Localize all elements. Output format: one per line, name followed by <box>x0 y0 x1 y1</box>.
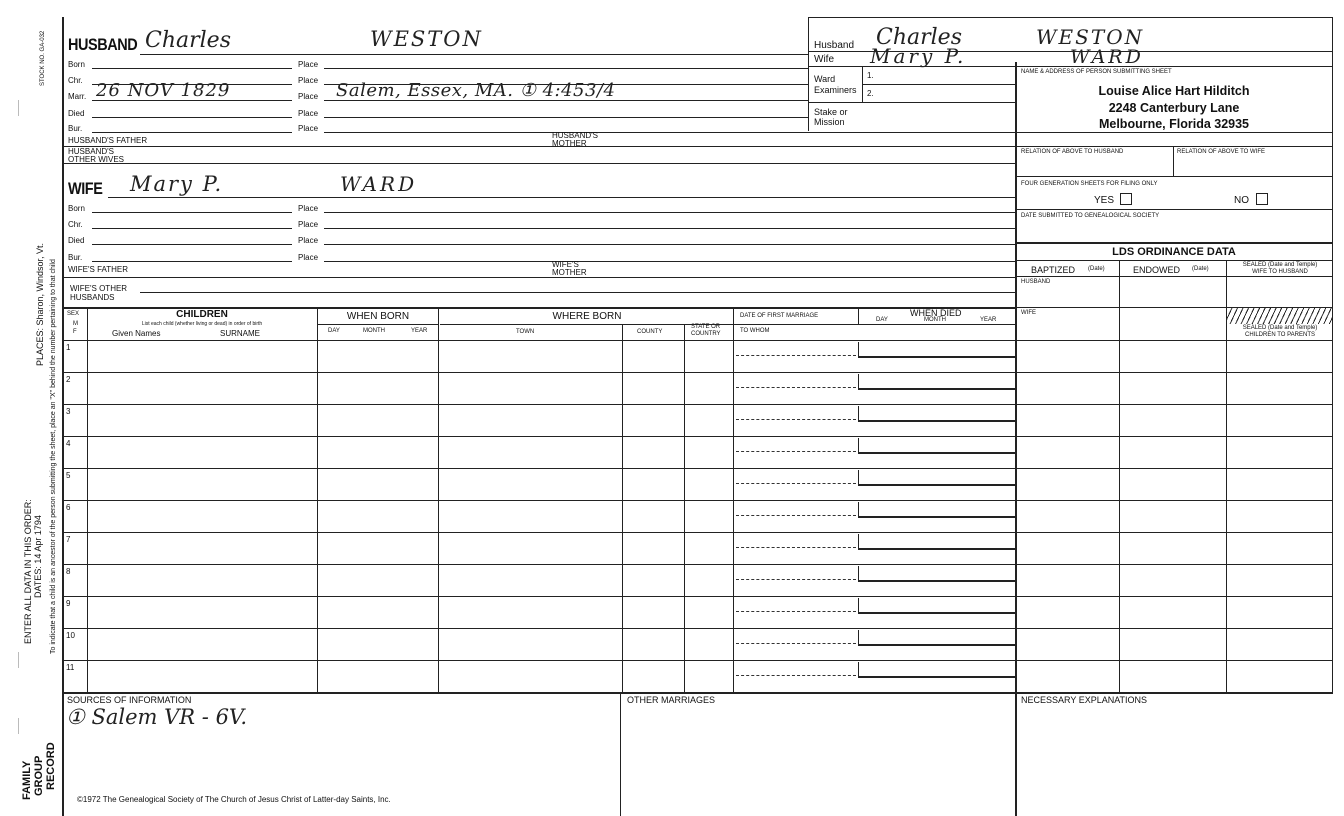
wife-chr-line <box>92 228 292 229</box>
husband-marr-line <box>92 100 292 101</box>
wife-chr-place-label: Place <box>298 220 319 229</box>
indicate-note: To indicate that a child is an ancestor of the person submitting the sheet, place an "X" behind the number pertaining to that child <box>50 259 57 654</box>
husband-born-place-line <box>324 68 808 69</box>
death-date-tick <box>858 406 859 420</box>
when-born-subline <box>318 324 438 325</box>
wife-bur-place-label: Place <box>298 253 319 262</box>
died-month-label: MONTH <box>924 317 946 323</box>
husband-mother-label-2: MOTHER <box>552 139 587 148</box>
died-header-divider <box>858 307 859 324</box>
husband-died-line <box>92 117 292 118</box>
child-row-line <box>63 660 1333 661</box>
husband-other-wives-2: OTHER WIVES <box>68 155 125 164</box>
husband-died-place-line <box>324 117 808 118</box>
husband-marr-place-label: Place <box>298 92 319 101</box>
surname-label: SURNAME <box>220 329 261 338</box>
copyright: ©1972 The Genealogical Society of The Church of Jesus Christ of Latter-day Saints, Inc. <box>77 795 391 804</box>
endowed-date-label: (Date) <box>1192 266 1209 272</box>
punch-mark <box>18 652 19 668</box>
four-gen-label: FOUR GENERATION SHEETS FOR FILING ONLY <box>1021 181 1158 187</box>
four-gen-bottom-line <box>1015 209 1333 210</box>
first-marriage-label: DATE OF FIRST MARRIAGE <box>740 313 819 319</box>
lds-title-line <box>1015 260 1333 261</box>
sealed-children-label-2: CHILDREN TO PARENTS <box>1244 332 1315 338</box>
child-row-line <box>63 372 1333 373</box>
necessary-explanations-label: NECESSARY EXPLANATIONS <box>1021 695 1148 705</box>
relation-top-line <box>1015 146 1333 147</box>
wife-other-husbands-1: WIFE'S OTHER <box>70 284 128 293</box>
husband-chr-label: Chr. <box>68 76 83 85</box>
enter-all-data-label: ENTER ALL DATA IN THIS ORDER: <box>23 499 33 644</box>
husband-mother-label-1: HUSBAND'S <box>552 131 598 140</box>
husband-marr-place-line <box>324 100 808 101</box>
town-label: TOWN <box>516 329 535 335</box>
death-date-line[interactable] <box>858 676 1015 678</box>
marriage-date-line[interactable] <box>736 579 856 580</box>
stock-number: STOCK NO. GA-032 <box>40 30 46 86</box>
state-label-1: STATE OR <box>691 324 721 330</box>
where-born-label: WHERE BORN <box>552 311 622 322</box>
died-header-line <box>734 324 1015 325</box>
husband-died-place-label: Place <box>298 109 319 118</box>
form-title-group: GROUP <box>33 755 45 796</box>
lds-header-line <box>1015 276 1333 277</box>
examiner-divider-line <box>862 84 1015 85</box>
no-label: NO <box>1234 195 1249 206</box>
sealed-children-label-1: SEALED (Date and Temple) <box>1242 325 1318 331</box>
form-title-family: FAMILY <box>21 760 33 800</box>
wife-other-husbands-2: HUSBANDS <box>70 293 115 302</box>
death-date-tick <box>858 374 859 388</box>
wife-born-place-line <box>324 212 1015 213</box>
wife-given-name[interactable]: Mary P. <box>130 172 224 196</box>
state-label-2: COUNTRY <box>691 331 721 337</box>
children-subtitle: List each child (whether living or dead) in order of birth <box>141 321 263 327</box>
wife-heading: WIFE <box>68 179 103 198</box>
death-date-line[interactable] <box>858 420 1015 422</box>
husband-given-name[interactable]: Charles <box>145 28 231 53</box>
header-divider <box>808 17 809 131</box>
death-date-tick <box>858 438 859 452</box>
husband-bur-line <box>92 132 292 133</box>
baptized-label: BAPTIZED <box>1031 265 1076 275</box>
child-row-line <box>63 468 1333 469</box>
places-label: PLACES: Sharon, Windsor, Vt. <box>35 242 45 366</box>
ward-label: Ward <box>814 74 836 84</box>
born-year-label: YEAR <box>411 328 428 334</box>
wife-bur-line <box>92 261 292 262</box>
sex-label: SEX <box>67 311 80 317</box>
sources-value[interactable]: ① Salem VR - 6V. <box>66 705 248 729</box>
form-title-record: RECORD <box>45 742 57 790</box>
submitter-bottom-line <box>1015 132 1333 133</box>
husband-bur-place-line <box>324 132 1015 133</box>
wife-name-line <box>108 197 1015 198</box>
hdr-wife-surname[interactable]: WARD <box>1070 46 1144 68</box>
marriage-date-line[interactable] <box>736 483 856 484</box>
col-town <box>622 324 623 692</box>
hdr-husband-given[interactable]: Charles <box>876 25 962 50</box>
children-header-bottom <box>63 340 1333 341</box>
sealed-wife-label-2: WIFE TO HUSBAND <box>1252 269 1308 275</box>
examiners-label: Examiners <box>814 85 857 95</box>
husband-born-label: Born <box>68 60 85 69</box>
death-date-line[interactable] <box>858 452 1015 454</box>
relation-bottom-line <box>1015 176 1333 177</box>
examiner-1[interactable]: 1. <box>867 71 874 80</box>
husband-born-line <box>92 68 292 69</box>
death-date-tick <box>858 566 859 580</box>
death-date-tick <box>858 342 859 356</box>
examiner-2[interactable]: 2. <box>867 89 874 98</box>
lds-husband-row: HUSBAND <box>1021 279 1051 285</box>
submitter-street: 2248 Canterbury Lane <box>1108 101 1240 115</box>
born-day-label: DAY <box>328 328 340 334</box>
given-names-label: Given Names <box>112 329 161 338</box>
stake-label-2: Mission <box>814 117 845 127</box>
hatched-cell <box>1227 308 1332 324</box>
husband-born-place-label: Place <box>298 60 319 69</box>
death-date-line[interactable] <box>858 644 1015 646</box>
other-wives-line <box>63 163 1015 164</box>
death-date-tick <box>858 502 859 516</box>
husband-other-wives-1: HUSBAND'S <box>68 147 114 156</box>
footer-divider <box>620 692 621 816</box>
when-born-label: WHEN BORN <box>346 311 410 322</box>
where-born-subline <box>440 324 733 325</box>
death-date-tick <box>858 662 859 676</box>
wife-other-husbands-line <box>140 292 1015 293</box>
child-row-number: 1 <box>66 343 71 352</box>
marriage-date-line[interactable] <box>736 355 856 356</box>
top-border-right <box>808 17 1333 18</box>
marriage-date-line[interactable] <box>736 419 856 420</box>
husband-chr-place-label: Place <box>298 76 319 85</box>
child-row-number: 11 <box>66 663 75 672</box>
wife-bur-place-line <box>324 261 1015 262</box>
lds-top-line <box>1015 242 1333 244</box>
husband-bur-place-label: Place <box>298 124 319 133</box>
child-row-line <box>63 564 1333 565</box>
sex-f-label: F <box>73 329 77 335</box>
death-date-line[interactable] <box>858 484 1015 486</box>
hdr-husband-surname[interactable]: WESTON <box>1036 25 1145 49</box>
relation-wife-label: RELATION OF ABOVE TO WIFE <box>1177 149 1266 155</box>
death-date-tick <box>858 630 859 644</box>
child-row-line <box>63 404 1333 405</box>
submitter-label: NAME & ADDRESS OF PERSON SUBMITTING SHEET <box>1021 69 1172 75</box>
to-whom-label: TO WHOM <box>740 328 770 334</box>
no-checkbox[interactable] <box>1256 193 1268 205</box>
death-date-line[interactable] <box>858 548 1015 550</box>
child-row-number: 2 <box>66 375 71 384</box>
yes-label: YES <box>1094 195 1115 206</box>
wife-born-place-label: Place <box>298 204 319 213</box>
child-row-line <box>63 500 1333 501</box>
wife-surname[interactable]: WARD <box>340 172 418 196</box>
wife-father-label: WIFE'S FATHER <box>68 265 129 274</box>
submitter-name: Louise Alice Hart Hilditch <box>1098 84 1250 98</box>
ward-bottom-line <box>808 102 1015 103</box>
wife-born-line <box>92 212 292 213</box>
child-row-number: 4 <box>66 439 71 448</box>
death-date-line[interactable] <box>858 516 1015 518</box>
child-row-number: 8 <box>66 567 71 576</box>
child-row-number: 10 <box>66 631 75 640</box>
wife-chr-label: Chr. <box>68 220 83 229</box>
husband-heading: HUSBAND <box>68 35 138 54</box>
death-date-tick <box>858 598 859 612</box>
child-row-line <box>63 532 1333 533</box>
date-submitted-label: DATE SUBMITTED TO GENEALOGICAL SOCIETY <box>1021 213 1160 219</box>
hdr-husband-label: Husband <box>814 40 855 51</box>
husband-father-label: HUSBAND'S FATHER <box>68 136 148 145</box>
marriage-date-line[interactable] <box>736 643 856 644</box>
marriage-date-line[interactable] <box>736 611 856 612</box>
husband-surname[interactable]: WESTON <box>370 27 483 51</box>
child-row-number: 3 <box>66 407 71 416</box>
lds-title: LDS ORDINANCE DATA <box>1112 246 1236 258</box>
child-row-number: 5 <box>66 471 71 480</box>
punch-mark <box>18 718 19 734</box>
marriage-date-line[interactable] <box>736 547 856 548</box>
sources-label: SOURCES OF INFORMATION <box>67 695 192 705</box>
husband-mother-line <box>596 146 1015 147</box>
died-day-label: DAY <box>876 317 888 323</box>
footer-top-line <box>63 692 1333 694</box>
sex-m-label: M <box>73 321 78 327</box>
endowed-label: ENDOWED <box>1133 265 1180 275</box>
wife-died-label: Died <box>68 236 85 245</box>
husband-marr-label: Marr. <box>68 92 87 101</box>
baptized-date-label: (Date) <box>1088 266 1105 272</box>
wife-died-place-label: Place <box>298 236 319 245</box>
hdr-wife-line <box>808 66 1333 67</box>
wife-bur-label: Bur. <box>68 253 83 262</box>
relation-husband-label: RELATION OF ABOVE TO HUSBAND <box>1021 149 1124 155</box>
wife-parents-line <box>63 277 1015 278</box>
submitter-city: Melbourne, Florida 32935 <box>1098 117 1250 131</box>
child-row-line <box>63 596 1333 597</box>
when-died-label: WHEN DIED <box>910 308 962 318</box>
child-row-number: 9 <box>66 599 71 608</box>
death-date-line[interactable] <box>858 356 1015 358</box>
yes-checkbox[interactable] <box>1120 193 1132 205</box>
death-date-tick <box>858 470 859 484</box>
county-label: COUNTY <box>637 329 663 335</box>
marriage-date-line[interactable] <box>736 675 856 676</box>
husband-marr-date[interactable]: 26 NOV 1829 <box>96 80 231 101</box>
husband-name-line <box>140 54 808 55</box>
stake-label-1: Stake or <box>814 107 848 117</box>
punch-mark <box>18 100 19 116</box>
husband-died-label: Died <box>68 109 85 118</box>
wife-died-line <box>92 244 292 245</box>
children-title: CHILDREN <box>176 309 228 320</box>
child-row-line <box>63 436 1333 437</box>
child-row-line <box>63 628 1333 629</box>
dates-label: DATES: 14 Apr 1794 <box>33 515 43 598</box>
marriage-date-line[interactable] <box>736 515 856 516</box>
wife-born-label: Born <box>68 204 85 213</box>
other-marriages-label: OTHER MARRIAGES <box>627 695 716 705</box>
wife-mother-label-2: MOTHER <box>552 268 587 277</box>
child-row-number: 7 <box>66 535 71 544</box>
sealed-wife-label-1: SEALED (Date and Temple) <box>1242 262 1318 268</box>
husband-marr-place[interactable]: Salem, Essex, MA. ① 4:453/4 <box>336 80 616 101</box>
born-month-label: MONTH <box>363 328 385 334</box>
child-row-number: 6 <box>66 503 71 512</box>
husband-bur-label: Bur. <box>68 124 83 133</box>
death-date-line[interactable] <box>858 388 1015 390</box>
wife-chr-place-line <box>324 228 1015 229</box>
hdr-wife-label: Wife <box>814 54 834 65</box>
death-date-line[interactable] <box>858 580 1015 582</box>
hdr-wife-given[interactable]: Mary P. <box>870 44 967 68</box>
relation-divider <box>1173 146 1174 176</box>
death-date-tick <box>858 534 859 548</box>
form-right-border <box>1332 17 1333 692</box>
marriage-date-line[interactable] <box>736 451 856 452</box>
wife-died-place-line <box>324 244 1015 245</box>
marriage-date-line[interactable] <box>736 387 856 388</box>
died-year-label: YEAR <box>980 317 997 323</box>
death-date-line[interactable] <box>858 612 1015 614</box>
col-county <box>684 324 685 692</box>
lds-wife-row: WIFE <box>1021 310 1036 316</box>
wife-mother-label-1: WIFE'S <box>552 260 579 269</box>
form-left-border <box>62 17 64 816</box>
